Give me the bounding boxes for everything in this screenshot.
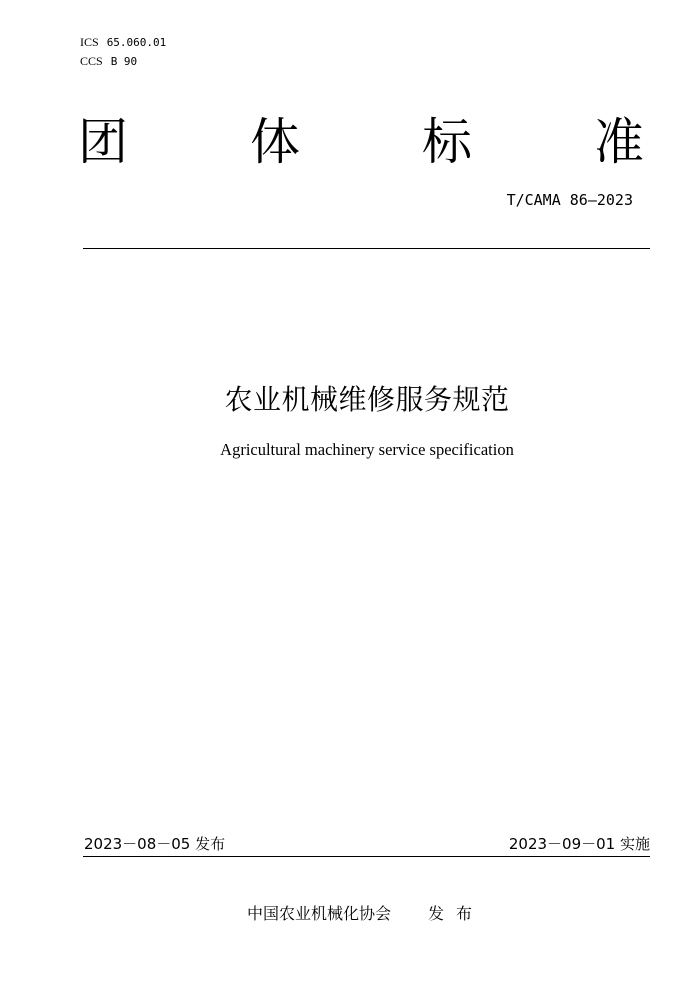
standard-type-heading [78,110,644,174]
heading-char-3: 标 [422,113,472,171]
ics-row [80,33,166,52]
ics-label: ICS [80,35,99,49]
standard-number: T/CAMA 86—2023 [506,191,633,209]
heading-char-4: 准 [594,113,644,171]
heading-char-2: 体 [250,113,300,171]
document-title-english: Agricultural machinery service specification [220,440,514,459]
ccs-label: CCS [80,54,103,68]
heading-char-1: 团 [78,113,128,171]
issue-label: 发布 [428,904,485,923]
bottom-divider [83,856,650,857]
document-title-chinese: 农业机械维修服务规范 [224,383,510,416]
issuing-organization: 中国农业机械化协会 [247,904,392,923]
classification-codes [80,33,166,71]
top-divider [83,248,650,249]
ics-value: 65.060.01 [106,36,167,49]
publish-date: 2023－08－05 发布 [84,835,226,853]
ccs-value: B 90 [110,55,138,68]
ccs-row [80,52,166,71]
implement-date: 2023－09－01 实施 [508,835,650,853]
